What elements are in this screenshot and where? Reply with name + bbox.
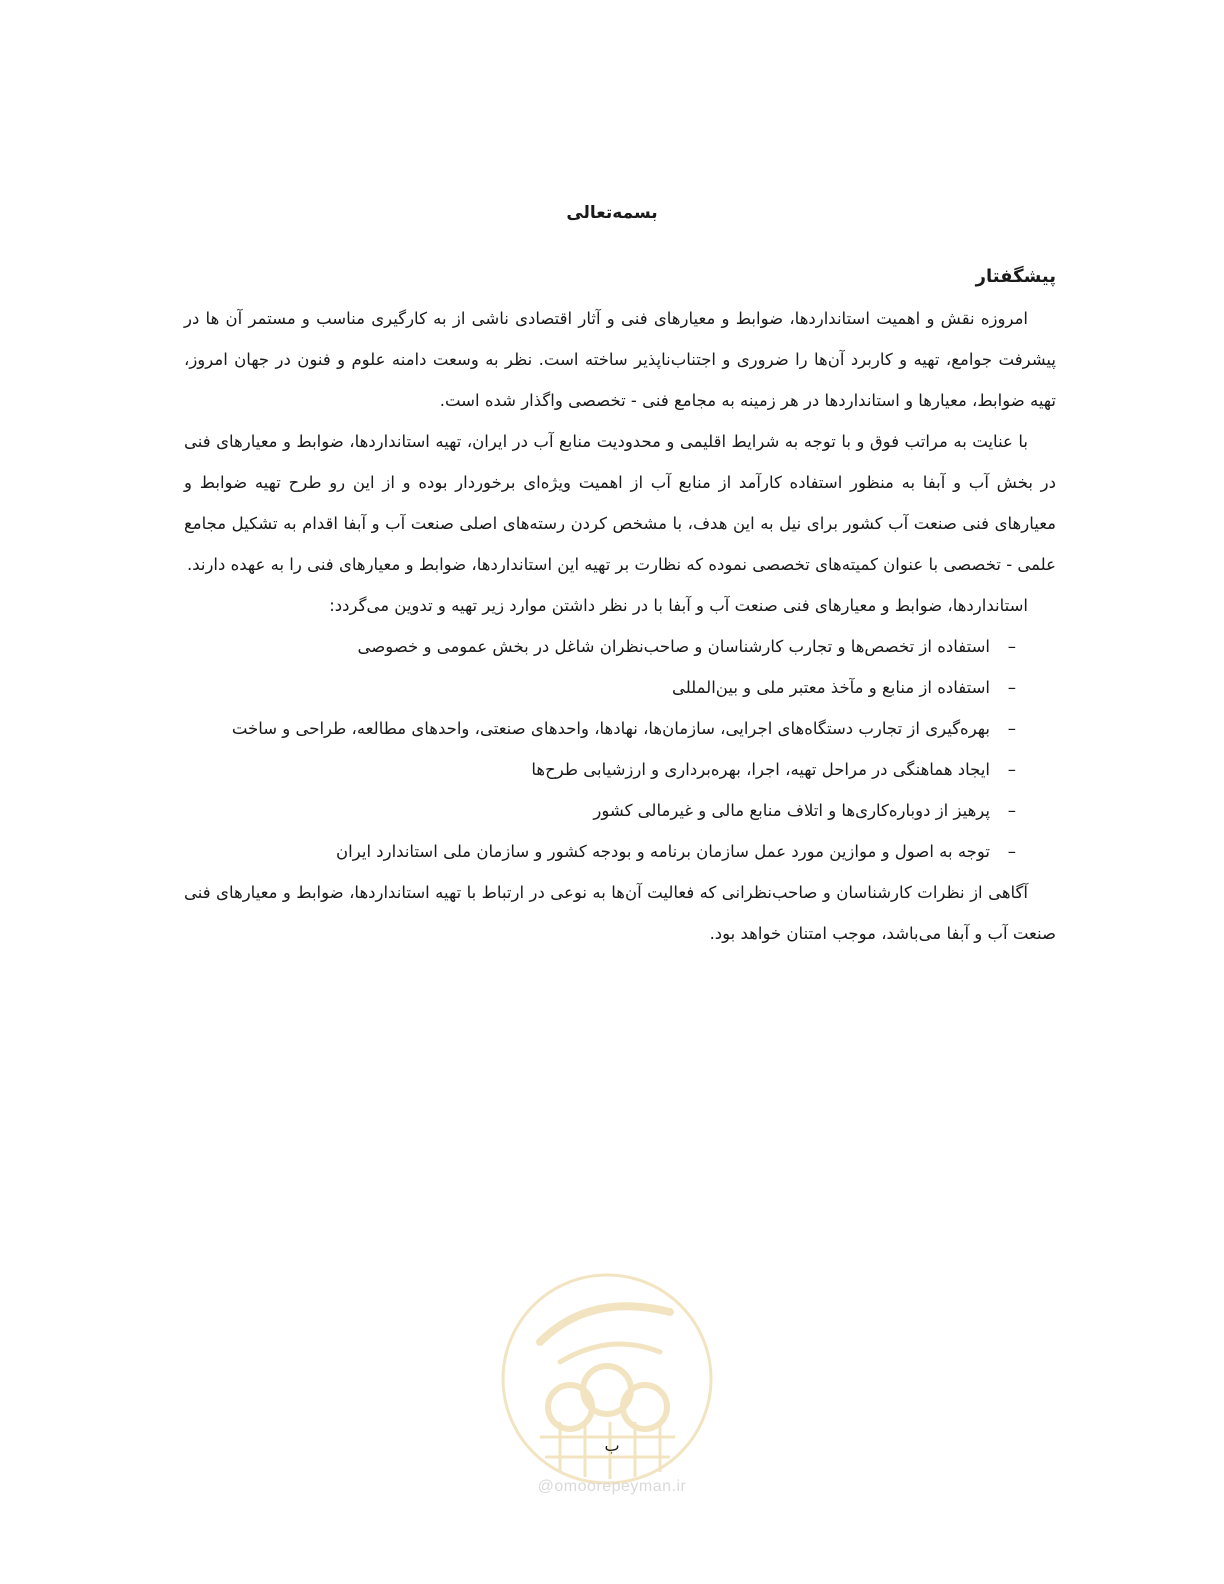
document-body [184,262,1056,954]
bullet-dash: – [1007,760,1016,779]
list-item: – استفاده از تخصص‌ها و تجارب کارشناسان و صاحب‌نظران شاغل در بخش عمومی و خصوصی [184,626,1056,667]
bullet-dash: – [1007,719,1016,738]
watermark-url: @omoorepeyman.ir [537,1478,687,1495]
bullet-dash: – [1007,842,1016,861]
bullet-dash: – [1007,678,1016,697]
list-item: – بهره‌گیری از تجارب دستگاه‌های اجرایی، سازمان‌ها، نهادها، واحدهای صنعتی، واحدهای مطالعه، طراحی و ساخت [184,708,1056,749]
page-number: ب [604,1436,620,1455]
paragraph-intro: امروزه نقش و اهمیت استانداردها، ضوابط و معیارهای فنی و آثار اقتصادی ناشی از به کارگیری مناسب و مستمر آن ها در پیشرفت جوامع، تهیه و کاربرد آن‌ها را ضروری و اجتناب‌ناپذیر ساخته است. نظر به وسعت دامنه علوم و فنون در جهان امروز، تهیه ضوابط، معیارها و استانداردها در هر زمینه به مجامع فنی - تخصصی واگذار شده است. [184,309,1056,410]
list-item: – استفاده از منابع و مآخذ معتبر ملی و بین‌المللی [184,667,1056,708]
paragraph-closing: آگاهی از نظرات کارشناسان و صاحب‌نظرانی که فعالیت آن‌ها به نوعی در ارتباط با تهیه استانداردها، ضوابط و معیارهای فنی صنعت آب و آبفا می‌باشد، موجب امتنان خواهد بود. [184,883,1056,943]
bullet-dash: – [1007,637,1016,656]
bullet-dash: – [1007,801,1016,820]
basmala-heading: بسمه‌تعالی [566,203,658,223]
criteria-list [184,626,1056,872]
section-title: پیشگفتار [975,266,1056,287]
list-item: – پرهیز از دوباره‌کاری‌ها و اتلاف منابع مالی و غیرمالی کشور [184,790,1056,831]
paragraph-context: با عنایت به مراتب فوق و با توجه به شرایط اقلیمی و محدودیت منابع آب در ایران، تهیه استانداردها، ضوابط و معیارهای فنی در بخش آب و آبفا به منظور استفاده کارآمد از منابع آب از اهمیت ویژه‌ای برخوردار بوده و از این رو طرح تهیه ضوابط و معیارهای فنی صنعت آب کشور برای نیل به این هدف، با مشخص کردن رسته‌های اصلی صنعت آب و آبفا اقدام به تشکیل مجامع علمی - تخصصی با عنوان کمیته‌های تخصصی نموده که نظارت بر تهیه این استانداردها، ضوابط و معیارهای فنی را به عهده دارند. [184,432,1056,574]
paragraph-list-lead: استانداردها، ضوابط و معیارهای فنی صنعت آب و آبفا با در نظر داشتن موارد زیر تهیه و تدوین می‌گردد: [329,596,1028,615]
list-item: – ایجاد هماهنگی در مراحل تهیه، اجرا، بهره‌برداری و ارزشیابی طرح‌ها [184,749,1056,790]
list-item: – توجه به اصول و موازین مورد عمل سازمان برنامه و بودجه کشور و سازمان ملی استاندارد ایران [184,831,1056,872]
